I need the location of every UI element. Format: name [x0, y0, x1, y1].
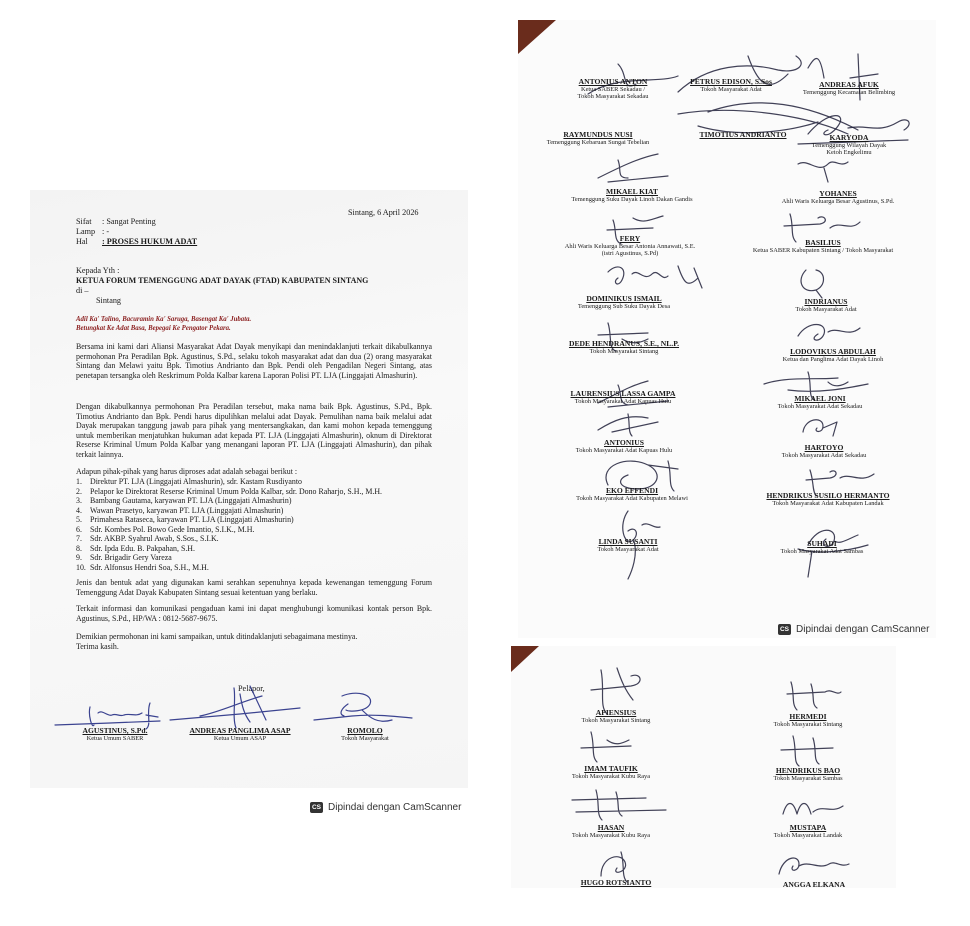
closing-1: Demikian permohonan ini kami sampaikan, untuk ditindaklanjuti sebagaimana mestinya. — [76, 632, 358, 641]
sig-hartoyo: HARTOYO Tokoh Masyarakat Adat Sekadau — [781, 443, 867, 459]
meta-hal-value: : PROSES HUKUM ADAT — [102, 237, 198, 246]
sig-hasan: HASAN Tokoh Masyarakat Kubu Raya — [571, 823, 651, 839]
meta-hal-label: Hal — [76, 237, 88, 246]
reporter-label: Pelapor, — [238, 684, 265, 693]
sig-hendrikus-susilo: HENDRIKUS SUSILO HERMANTO Tokoh Masyarakat Adat Kabupaten Landak — [766, 491, 890, 507]
list-item: 1. Direktur PT. LJA (Linggajati Almashurin), sdr. Kastam Rusdiyanto — [76, 477, 302, 486]
list-item: 6. Sdr. Kombes Pol. Bowo Gede Imantio, S.I.K., M.H. — [76, 524, 255, 534]
paragraph-4: Terkait informasi dan komunikasi pengaduan kami ini dapat menghubungi komunikasi kontak person Bpk. Agustinus, S.Pd., HP/WA : 0812-5687-9675. — [76, 604, 432, 623]
list-item: 5. Primahesa Rataseca, karyawan PT. LJA (Linggajati Almashurin) — [76, 515, 294, 524]
sig-suhadi: SUHADI Tokoh Masyarakat Adat Sambas — [780, 539, 864, 555]
paragraph-3: Jenis dan bentuk adat yang digunakan kami serahkan sepenuhnya kepada kewenangan temenggung Forum Temenggung Adat Dayak Kabupaten Sintang sesuai ketentuan yang berlaku. — [76, 578, 432, 597]
signature-hendrikus-bao-icon — [773, 730, 853, 770]
list-item: 4. Wawan Prasetyo, karyawan PT. LJA (Linggajati Almashurin) — [76, 505, 284, 515]
camscanner-label-1: CS Dipindai dengan CamScanner — [311, 802, 462, 813]
signature-romolo-icon — [312, 690, 422, 730]
paragraph-1: Bersama ini kami dari Aliansi Masyarakat Adat Dayak menyikapi dan menindaklanjuti terkait dikabulkannya permohonan Pra Peradilan Bpk. Agustinus, S.Pd., selaku tokoh masyarakat adat dan dua (2) orang masyarakat Sintang dan Melawi yaitu Bpk. Timotius Andrianto dan Bpk. Pendi oleh Pengadilan Negeri Sintang, atas penetapan tersangka oleh Reskrimum Polda Kalbar karena Laporan Polisi PT. LJA (Linggajati Almashurin). — [76, 342, 432, 380]
meta-lamp-value: : - — [102, 227, 110, 236]
signature-lodovikus-icon — [788, 316, 868, 346]
cover-letter-scan — [30, 190, 468, 788]
signature-hartoyo-icon — [793, 412, 853, 442]
signature-mikael-kiat-icon — [588, 148, 678, 188]
sig-karyoda: KARYODA Temenggung Wilayah Dayak Ketoh Engkelimu — [811, 133, 887, 157]
camscanner-icon: CS — [779, 626, 790, 633]
paragraph-2: Dengan dikabulkannya permohonan Pra Peradilan tersebut, maka nama baik Bpk. Agustinus, S.Pd., Bpk. Timotius Andrianto dan Bpk. Pendi harus dipulihkan melalui adat Dayak. Pemulihan nama baik melalui adat Dayak merupakan tanggung jawab para pihak yang mentersangkakan, dan kami mohon kepada temenggung untuk memberikan menjatuhkan hukuman adat kepada PT. LJA (Linggajati Almashurin), oknum di Direktorat Reserse Kriminal Umum Polda Kalbar yang menangani laporan PT. LJA (Linggajati Almashurin), dan pihak terkait lainnya. — [76, 402, 432, 459]
sig-petrus-edison: PETRUS EDISON, S.Sos Tokoh Masyarakat Adat — [690, 77, 772, 93]
camscanner-icon: CS — [311, 804, 322, 811]
sig-linda-susanti: LINDA SUSANTI Tokoh Masyarakat Adat — [597, 537, 659, 553]
signature-hasan-icon — [566, 784, 676, 824]
meta-sifat-value: : Sangat Penting — [102, 217, 156, 226]
signature-imam-icon — [571, 726, 651, 766]
motto-line-1: Adil Ka' Talino, Bacuramin Ka' Saruga, Basengat Ka' Jubata. — [76, 316, 252, 323]
motto-line-2: Betungkat Ke Adat Basa, Bepegai Ke Pengator Pekara. — [76, 325, 231, 332]
sig-angga-elkana: ANGGA ELKANA — [782, 880, 846, 888]
scan-edge — [518, 20, 556, 54]
sig-andreas-afuk: ANDREAS AFUK Temenggung Kecamatan Belimbing — [802, 80, 896, 96]
sig-hermedi: HERMEDI Tokoh Masyarakat Sintang — [773, 712, 843, 728]
signatory-1: AGUSTINUS, S.Pd. Ketua Umum SABER — [82, 726, 148, 742]
signature-mustapa-icon — [773, 794, 853, 824]
list-item: 10. Sdr. Alfonsus Hendri Soa, S.H., M.H. — [76, 562, 209, 572]
sig-fery: FERY Ahli Waris Keluarga Besar Antonia Annawati, S.E. (istri Agustinus, S.Pd) — [564, 234, 696, 258]
sig-dede-hendranus: DEDE HENDRANUS, S.E., NL.P. Tokoh Masyarakat Sintang — [568, 339, 680, 355]
signature-andreas-icon — [170, 678, 310, 733]
signature-indrianus-icon — [786, 260, 846, 300]
sig-mikael-joni: MIKAEL JONI Tokoh Masyarakat Adat Sekadau — [777, 394, 863, 410]
signature-sheet-2-scan — [511, 646, 896, 888]
closing-2: Terima kasih. — [76, 642, 119, 651]
meta-lamp-label: Lamp — [76, 227, 96, 236]
signatory-3: ROMOLO Tokoh Masyarakat — [341, 726, 389, 742]
signatory-2: ANDREAS PANGLIMA ASAP Ketua Umum ASAP — [189, 726, 291, 742]
parties-list — [76, 477, 382, 572]
sig-mustapa: MUSTAPA Tokoh Masyarakat Landak — [773, 823, 843, 839]
signature-antonius-icon — [588, 410, 678, 440]
sig-lodovikus: LODOVIKUS ABDULAH Ketua dan Panglima Adat Dayak Linoh — [782, 347, 884, 363]
list-item: 8. Sdr. Ipda Edu. B. Pakpahan, S.H. — [76, 543, 195, 553]
recipient-place: Sintang — [96, 296, 122, 305]
meta-sifat-label: Sifat — [76, 217, 92, 226]
signature-dominikus-icon — [598, 258, 718, 298]
list-intro: Adapun pihak-pihak yang harus diproses adat adalah sebagai berikut : — [76, 467, 298, 476]
recipient: KETUA FORUM TEMENGGUNG ADAT DAYAK (FTAD) KABUPATEN SINTANG — [76, 276, 369, 285]
sig-hendrikus-bao: HENDRIKUS BAO Tokoh Masyarakat Sambas — [773, 766, 843, 782]
scan-edge — [511, 646, 539, 672]
signature-hermedi-icon — [781, 674, 851, 714]
list-item: 7. Sdr. AKBP. Syahrul Awab, S.Sos., S.I.K. — [76, 534, 219, 543]
sig-timotius-andrianto: TIMOTIUS ANDRIANTO — [699, 130, 787, 139]
sig-indrianus: INDRIANUS Tokoh Masyarakat Adat — [795, 297, 857, 313]
sig-raymundus-nusi: RAYMUNDUS NUSI Temenggung Kebaruan Sungai Tebelian — [546, 130, 650, 146]
sig-yohanes: YOHANES Ahli Waris Keluarga Besar Agustinus, S.Pd. — [781, 189, 895, 205]
list-item: 3. Bambang Gautama, karyawan PT. LJA (Linggajati Almashurin) — [76, 496, 292, 505]
sig-antonius: ANTONIUS Tokoh Masyarakat Adat Kapuas Hulu — [575, 438, 673, 454]
list-item: 9. Sdr. Brigadir Gery Vareza — [76, 553, 172, 562]
sig-antonius-anton: ANTONIUS ANTON Ketua SABER Sekadau / Tokoh Masyarakat Sekadau — [577, 77, 649, 101]
camscanner-label-2: CS Dipindai dengan CamScanner — [779, 624, 930, 635]
recipient-intro: Kepada Yth : — [76, 266, 120, 275]
sig-laurensius: LAURENSIUS LASSA GAMPA Tokoh Masyarakat Adat Kapuas Hulu — [570, 389, 676, 405]
sig-hugo-rotsianto: HUGO ROTSIANTO — [580, 878, 652, 887]
list-item: 2. Pelapor ke Direktorat Reserse Kriminal Umum Polda Kalbar, sdr. Dono Raharjo, S.H., M.H. — [76, 486, 383, 496]
signature-yohanes-icon — [788, 154, 868, 184]
sig-basilius: BASILIUS Ketua SABER Kabupaten Sintang / Tokoh Masyarakat — [752, 238, 894, 254]
sig-apiensius: APIENSIUS Tokoh Masyarakat Sintang — [581, 708, 651, 724]
sig-dominikus-ismail: DOMINIKUS ISMAIL Temenggung Sub Suku Dayak Desa — [577, 294, 671, 310]
sig-imam-taufik: IMAM TAUFIK Tokoh Masyarakat Kubu Raya — [571, 764, 651, 780]
letter-date: Sintang, 6 April 2026 — [348, 208, 419, 217]
recipient-di: di – — [76, 286, 89, 295]
signature-sheet-scan — [518, 20, 936, 638]
sig-mikael-kiat: MIKAEL KIAT Temenggung Suku Dayak Linoh Dakan Gandis — [571, 187, 693, 203]
sig-eko-effendi: EKO EFFENDI Tokoh Masyarakat Adat Kabupaten Melawi — [576, 486, 688, 502]
